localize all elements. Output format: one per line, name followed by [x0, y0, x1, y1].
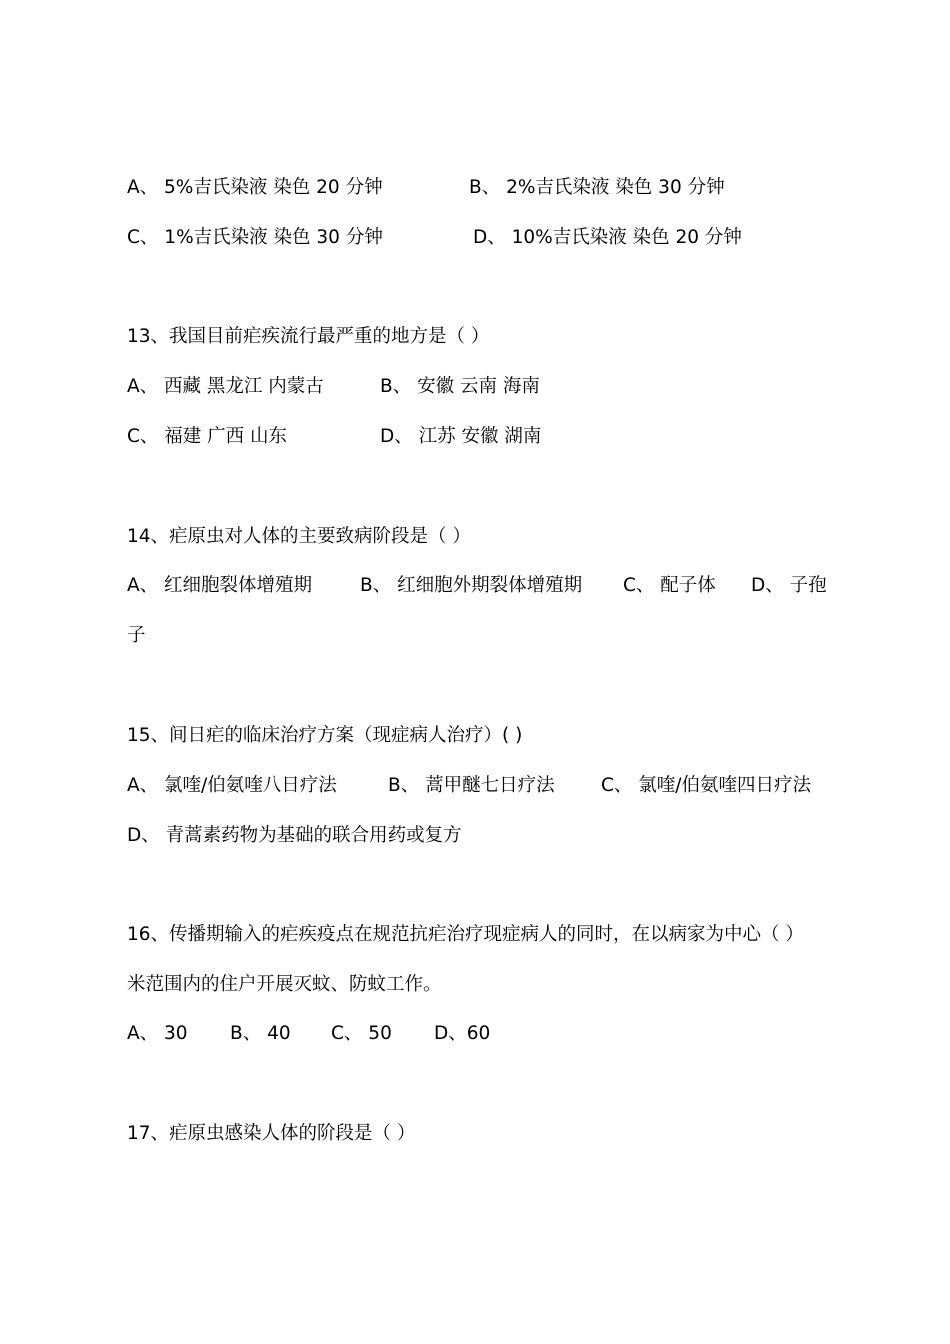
q16-option-a: A、 30: [127, 1023, 188, 1044]
q15-option-d: D、 青蒿素药物为基础的联合用药或复方: [127, 825, 462, 846]
q15-option-a: A、 氯喹/伯氨喹八日疗法: [127, 775, 337, 796]
q12-option-a: A、 5%吉氏染液 染色 20 分钟: [127, 177, 383, 198]
q16-stem-line2: 米范围内的住户开展灭蚊、防蚊工作。: [127, 974, 442, 995]
q13-option-d: D、 江苏 安徽 湖南: [380, 426, 542, 447]
q13-option-c: C、 福建 广西 山东: [127, 426, 288, 447]
q14-stem: 14、疟原虫对人体的主要致病阶段是（ ）: [127, 526, 471, 547]
q16-option-b: B、 40: [230, 1023, 291, 1044]
q14-option-b: B、 红细胞外期裂体增殖期: [360, 575, 583, 596]
q15-option-c: C、 氯喹/伯氨喹四日疗法: [601, 775, 812, 796]
q14-option-d: D、 子孢: [751, 575, 827, 596]
q15-stem: 15、间日疟的临床治疗方案（现症病人治疗）( ): [127, 725, 523, 746]
q13-option-b: B、 安徽 云南 海南: [380, 376, 540, 397]
q15-option-b: B、 蒿甲醚七日疗法: [388, 775, 555, 796]
q12-option-b: B、 2%吉氏染液 染色 30 分钟: [469, 177, 725, 198]
q16-option-d: D、60: [434, 1023, 491, 1044]
q14-option-a: A、 红细胞裂体增殖期: [127, 575, 313, 596]
q16-stem-line1: 16、传播期输入的疟疾疫点在规范抗疟治疗现症病人的同时，在以病家为中心（ ）: [127, 924, 804, 945]
q13-stem: 13、我国目前疟疾流行最严重的地方是（ ）: [127, 326, 490, 347]
q13-option-a: A、 西藏 黑龙江 内蒙古: [127, 376, 324, 397]
q16-option-c: C、 50: [331, 1023, 392, 1044]
q12-option-d: D、 10%吉氏染液 染色 20 分钟: [473, 227, 742, 248]
q14-option-c: C、 配子体: [623, 575, 716, 596]
q12-option-c: C、 1%吉氏染液 染色 30 分钟: [127, 227, 383, 248]
q17-stem: 17、疟原虫感染人体的阶段是（ ）: [127, 1123, 416, 1144]
q14-option-d-continued: 子: [127, 625, 146, 646]
